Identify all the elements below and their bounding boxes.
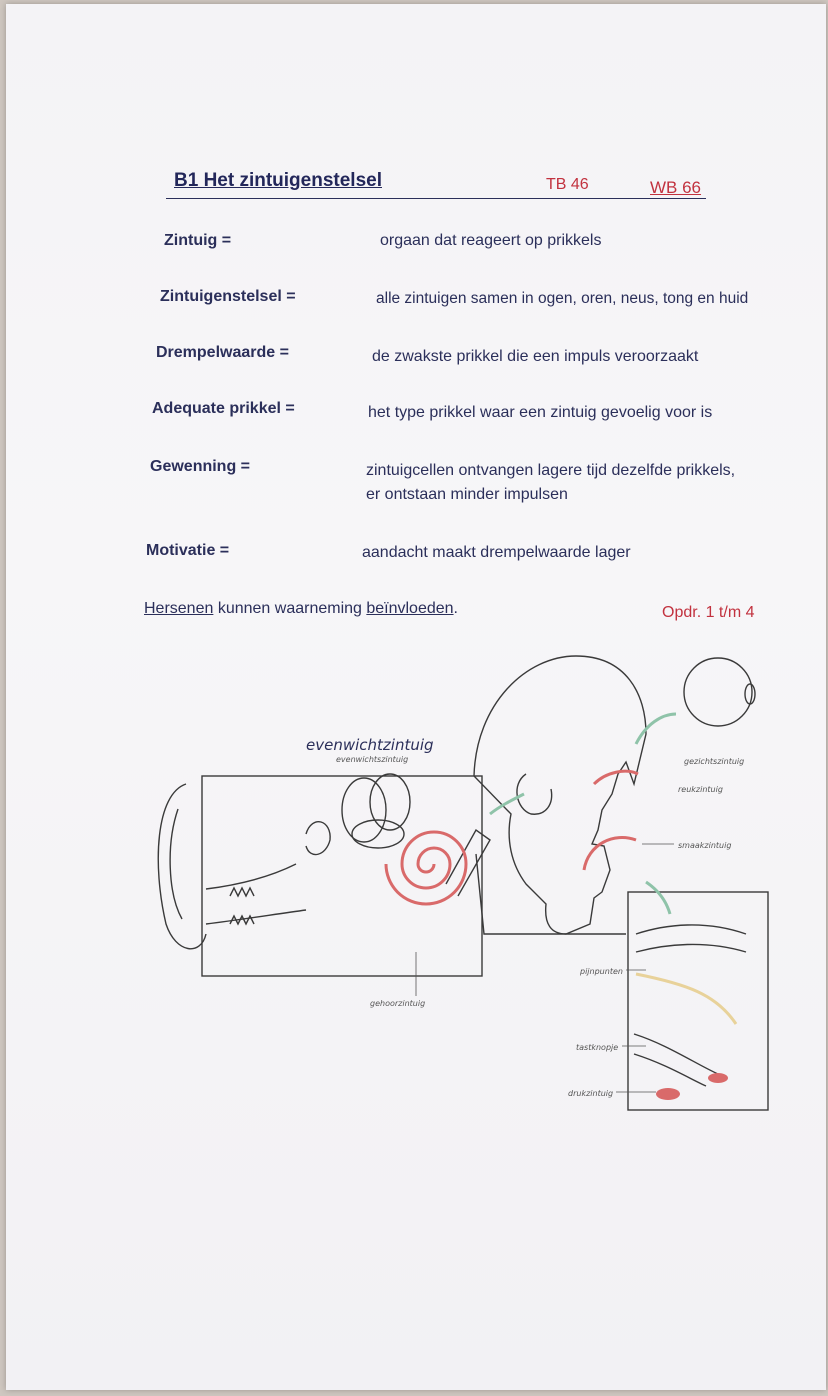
label-smaak: smaakzintuig: [678, 841, 732, 850]
assignment-ref: Opdr. 1 t/m 4: [662, 604, 755, 621]
brain-note: [144, 600, 458, 618]
term-zintuig: Zintuig =: [164, 232, 232, 249]
note-middle: kunnen waarneming: [213, 600, 367, 617]
outer-ear: [158, 784, 206, 949]
definition-gewenning-line1: zintuigcellen ontvangen lagere tijd dezelfde prikkels,: [366, 462, 736, 479]
neck: [476, 854, 626, 934]
label-gezicht: gezichtszintuig: [684, 757, 745, 766]
definition-zintuig: orgaan dat reageert op prikkels: [380, 232, 602, 249]
term-drempelwaarde: Drempelwaarde =: [156, 344, 289, 361]
term-gewenning: Gewenning =: [150, 458, 251, 475]
ossicles: [306, 822, 330, 855]
senses-diagram: [6, 634, 826, 1154]
auditory-nerve: [446, 830, 490, 896]
workbook-page-ref: WB 66: [650, 178, 702, 197]
label-gehoor: gehoorzintuig: [370, 999, 426, 1008]
tongue-organ: [584, 838, 636, 870]
section-header: [166, 164, 706, 199]
head-outline: [474, 656, 646, 934]
note-word-hersenen: Hersenen: [144, 600, 214, 617]
section-title: B1 Het zintuigenstelsel: [174, 170, 382, 191]
label-druk: drukzintuig: [568, 1089, 614, 1098]
definition-adequate-prikkel: het type prikkel waar een zintuig gevoelig voor is: [368, 404, 713, 421]
label-tastknopje: tastknopje: [576, 1043, 619, 1052]
eyeball: [684, 658, 752, 726]
label-reuk: reukzintuig: [678, 785, 723, 794]
term-motivatie: Motivatie =: [146, 542, 230, 559]
touch-sensor: [708, 1073, 728, 1083]
semicircular-canal-1: [342, 778, 386, 842]
label-pijnpunten: pijnpunten: [580, 967, 623, 976]
definition-drempelwaarde: de zwakste prikkel die een impuls veroorzaakt: [372, 348, 699, 365]
term-zintuigenstelsel: Zintuigenstelsel =: [160, 288, 296, 305]
definition-motivatie: aandacht maakt drempelwaarde lager: [362, 544, 631, 561]
label-evenwicht-printed: evenwichtszintuig: [336, 755, 409, 764]
pressure-sensor: [656, 1088, 680, 1100]
note-end: .: [453, 600, 458, 617]
ear-canal: [206, 864, 306, 924]
definition-gewenning-line2: er ontstaan minder impulsen: [366, 486, 568, 503]
worksheet-page: [6, 4, 826, 1390]
note-word-beinvloeden: beïnvloeden: [366, 600, 454, 617]
textbook-page-ref: TB 46: [546, 176, 589, 193]
handwritten-evenwicht-label: evenwichtzintuig: [306, 736, 434, 754]
nerve-yellow: [636, 974, 736, 1024]
arrow-to-eye: [636, 714, 676, 744]
term-adequate-prikkel: Adequate prikkel =: [152, 400, 295, 417]
arrow-to-skin: [646, 882, 670, 914]
eye-iris: [745, 684, 755, 704]
definition-zintuigenstelsel: alle zintuigen samen in ogen, oren, neus, tong en huid: [376, 290, 749, 307]
